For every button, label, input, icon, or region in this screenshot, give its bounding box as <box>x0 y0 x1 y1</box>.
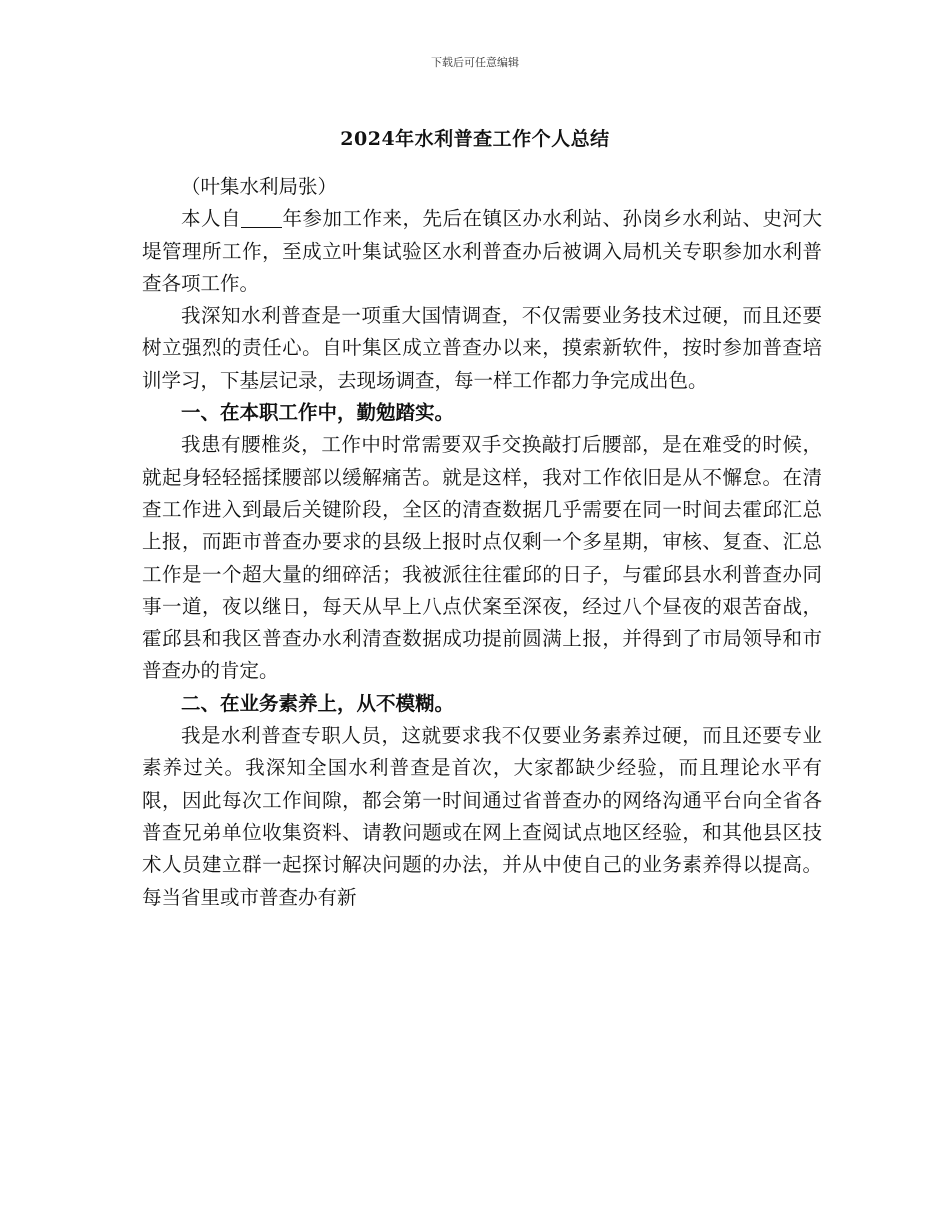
section-1-body: 我患有腰椎炎，工作中时常需要双手交换敲打后腰部，是在难受的时候，就起身轻轻摇揉腰部以缓解痛苦。就是这样，我对工作依旧是从不懈怠。在清查工作进入到最后关键阶段，全区的清查数据几乎需要在同一时间去霍邱汇总上报，而距市普查办要求的县级上报时点仅剩一个多星期，审核、复查、汇总工作是一个超大量的细碎活；我被派往往霍邱的日子，与霍邱县水利普查办同事一道，夜以继日，每天从早上八点伏案至深夜，经过八个昼夜的艰苦奋战，霍邱县和我区普查办水利清查数据成功提前圆满上报，并得到了市局领导和市普查办的肯定。 <box>142 433 822 683</box>
document-title: 2024年水利普查工作个人总结 <box>340 128 610 150</box>
section-2-body: 我是水利普查专职人员，这就要求我不仅要业务素养过硬，而且还要专业素养过关。我深知全国水利普查是首次，大家都缺少经验，而且理论水平有限，因此每次工作间隙，都会第一时间通过省普查办的网络沟通平台向全省各普查兄弟单位收集资料、请教问题或在网上查阅试点地区经验，和其他县区技术人员建立群一起探讨解决问题的办法，并从中使自己的业务素养得以提高。每当省里或市普查办有新 <box>142 724 822 909</box>
document-body <box>142 171 822 914</box>
intro-text-start: 本人自 <box>181 207 242 231</box>
year-blank <box>241 208 282 229</box>
header-note: 下载后可任意编辑 <box>431 56 519 69</box>
intro-paragraph <box>142 203 822 300</box>
intro-text-end: 年参加工作来，先后在镇区办水利站、孙岗乡水利站、史河大堤管理所工作，至成立叶集试验区水利普查办后被调入局机关专职参加水利普查各项工作。 <box>142 207 822 295</box>
author-line: （叶集水利局张） <box>181 175 338 198</box>
section-2-heading: 二、在业务素养上，从不模糊。 <box>181 691 455 715</box>
section-1-heading: 一、在本职工作中，勤勉踏实。 <box>181 401 455 425</box>
paragraph-2: 我深知水利普查是一项重大国情调查，不仅需要业务技术过硬，而且还要树立强烈的责任心。自叶集区成立普查办以来，摸索新软件，按时参加普查培训学习，下基层记录，去现场调查，每一样工作都力争完成出色。 <box>142 304 822 392</box>
